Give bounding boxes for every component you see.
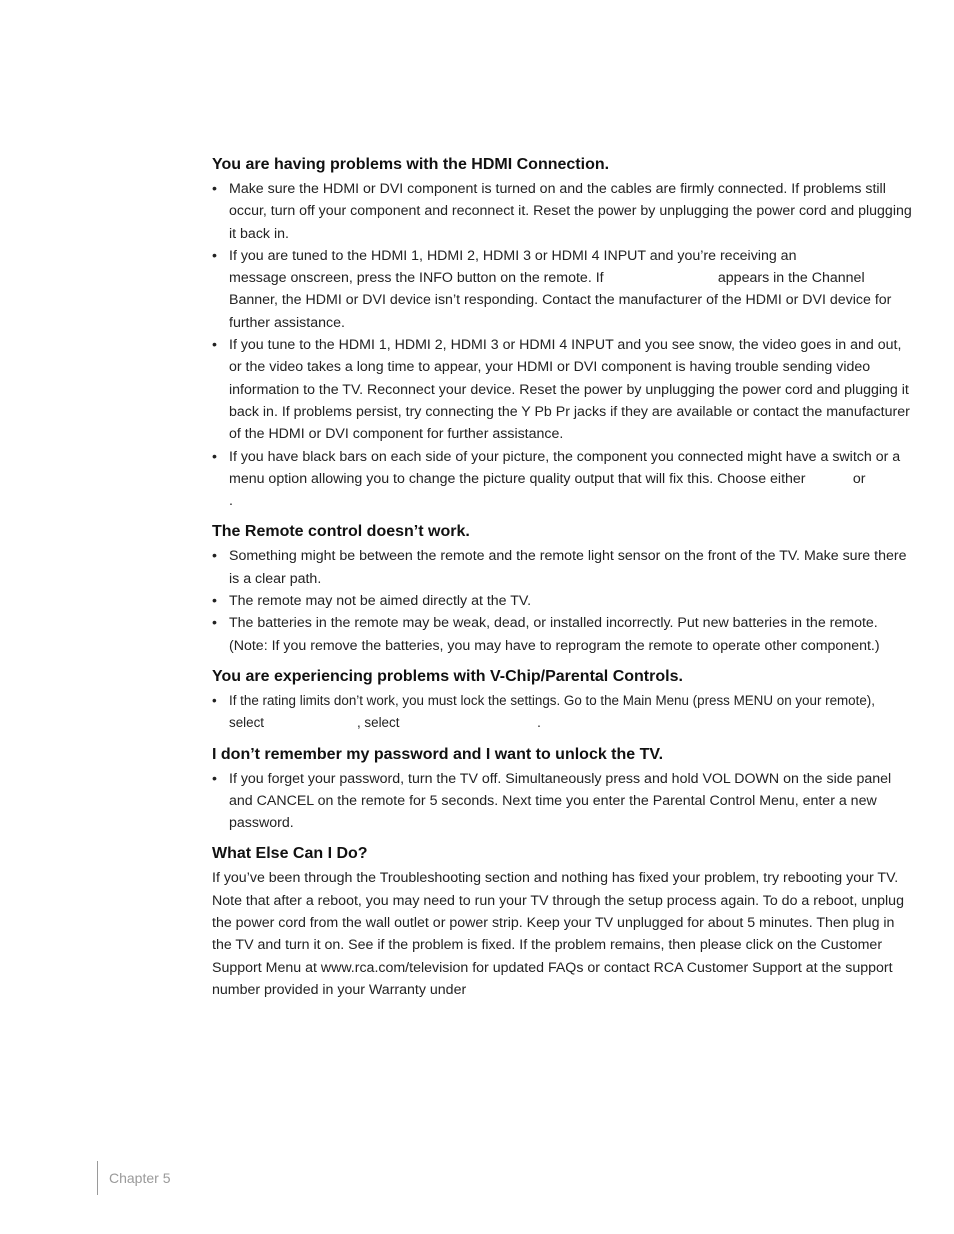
list-item (212, 446, 912, 513)
list-item-text: Something might be between the remote and the remote light sensor on the front of the TV. Make sure there is a clear path. (229, 548, 907, 587)
bullet-list (212, 178, 916, 512)
bullet-icon: • (212, 548, 217, 565)
body-paragraph: If you’ve been through the Troubleshooting section and nothing has fixed your problem, try rebooting your TV. Note that after a reboot, you may need to run your TV through the setup process again. To do a reboot, unplug the power cord from the wall outlet or power strip. Keep your TV unplugged for about 5 minutes. Then plug in the TV and turn it on. See if the problem is fixed. If the problem remains, then please click on the Customer Support Menu at www.rca.com/television for updated FAQs or contact RCA Customer Support at the support number provided in your Warranty under (212, 870, 904, 998)
list-item (212, 690, 912, 735)
page-content (212, 154, 916, 1010)
section-heading: What Else Can I Do? (212, 845, 368, 863)
list-item (212, 178, 916, 245)
section-remote-control (212, 521, 912, 656)
list-item (212, 245, 912, 334)
list-item-text: If the rating limits don’t work, you must lock the settings. Go to the Main Menu (press MENU on your remote), select , select . (229, 692, 879, 731)
list-item-text: If you forget your password, turn the TV off. Simultaneously press and hold VOL DOWN on the side panel and CANCEL on the remote for 5 seconds. Next time you enter the Parental Control Menu, enter a new password. (229, 770, 892, 832)
list-item-text: If you tune to the HDMI 1, HDMI 2, HDMI 3 or HDMI 4 INPUT and you see snow, the video goes in and out, or the video takes a long time to appear, your HDMI or DVI component is having trouble sending video information to the TV. Reconnect your device. Reset the power by unplugging the power cord and plugging it back in. If problems persist, try connecting the Y Pb Pr jacks if they are available or contact the manufacturer of the HDMI or DVI component for further assistance. (229, 337, 914, 443)
bullet-list (212, 768, 912, 835)
bullet-icon: • (212, 448, 217, 465)
section-heading: The Remote control doesn’t work. (212, 523, 470, 541)
section-forgot-password (212, 744, 912, 835)
section-heading: I don’t remember my password and I want to unlock the TV. (212, 745, 664, 763)
list-item (212, 545, 912, 590)
bullet-list (212, 690, 912, 735)
bullet-icon: • (212, 593, 217, 610)
list-item (212, 590, 912, 612)
page-footer (97, 1161, 170, 1195)
bullet-icon: • (212, 692, 217, 708)
list-item-text: If you have black bars on each side of your picture, the component you connected might have a switch or a menu option allowing you to change the picture quality output that will fix this. Choose either or . (229, 448, 909, 510)
section-hdmi-problems (212, 154, 916, 512)
bullet-list (212, 545, 912, 656)
list-item-text: The batteries in the remote may be weak, dead, or installed incorrectly. Put new batteries in the remote. (Note: If you remove the batteries, you may have to reprogram the remote to operate other component.) (229, 615, 880, 654)
bullet-icon: • (212, 337, 217, 354)
bullet-icon: • (212, 247, 217, 264)
list-item-text: Make sure the HDMI or DVI component is turned on and the cables are firmly connected. If problems still occur, turn off your component and reconnect it. Reset the power by unplugging the power cord and plugging it back in. (229, 181, 916, 242)
bullet-icon: • (212, 181, 217, 197)
list-item (212, 768, 912, 835)
chapter-label: Chapter 5 (109, 1170, 171, 1186)
bullet-icon: • (212, 770, 217, 787)
section-parental-controls (212, 666, 912, 735)
section-heading: You are having problems with the HDMI Connection. (212, 156, 610, 173)
list-item-text: If you are tuned to the HDMI 1, HDMI 2, HDMI 3 or HDMI 4 INPUT and you’re receiving an message onscreen, press the INFO button on the remote. If appears in the Channel Banner, the HDMI or DVI device isn’t responding. Contact the manufacturer of the HDMI or DVI device for further assistance. (229, 247, 896, 331)
bullet-icon: • (212, 615, 217, 632)
list-item (212, 334, 912, 445)
section-what-else (212, 843, 912, 1001)
section-heading: You are experiencing problems with V-Chip/Parental Controls. (212, 667, 683, 685)
list-item-text: The remote may not be aimed directly at the TV. (229, 593, 532, 610)
list-item (212, 612, 912, 657)
